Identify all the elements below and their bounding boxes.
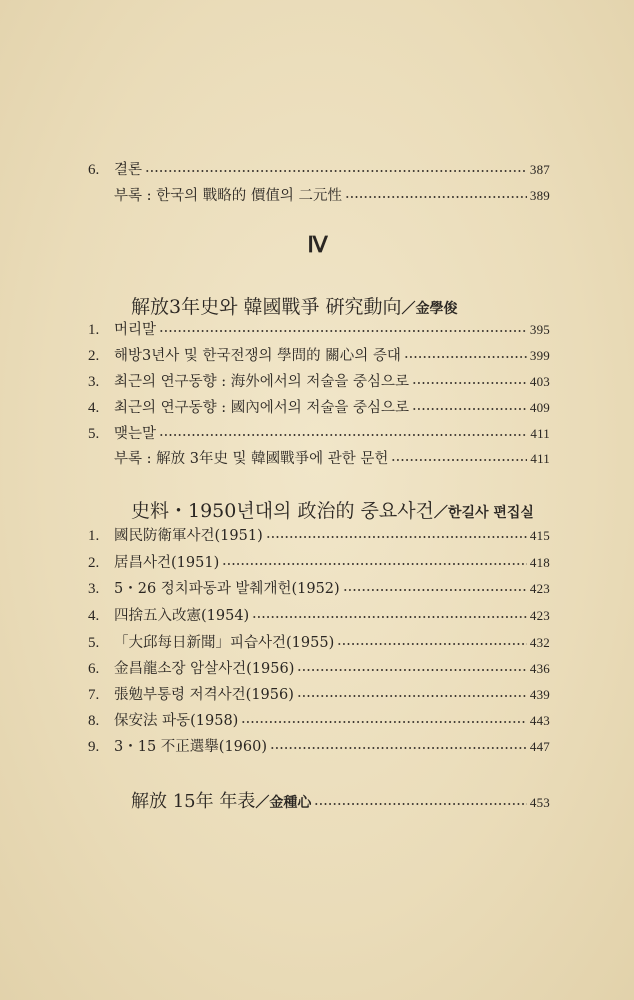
toc-entry[interactable] — [88, 396, 550, 417]
entry-number: 4. — [88, 608, 100, 624]
section-author: ／한길사 편집실 — [433, 505, 534, 521]
entry-title: 四捨五入改憲(1954) — [114, 608, 250, 624]
dot-leader — [266, 530, 527, 545]
entry-page: 423 — [529, 581, 550, 596]
entry-title: 해방3년사 및 한국전쟁의 學問的 關心의 증대 — [114, 348, 401, 364]
entry-title: 解放 15年 年表 — [131, 791, 256, 812]
part-numeral: Ⅳ — [307, 232, 327, 257]
entry-page: 436 — [529, 661, 550, 676]
dot-leader — [241, 715, 527, 730]
toc-entry[interactable] — [88, 184, 550, 205]
entry-number: 5. — [88, 426, 100, 442]
dot-leader — [337, 637, 527, 652]
entry-page: 418 — [529, 555, 550, 570]
dot-leader — [159, 324, 527, 339]
entry-page: 423 — [529, 608, 550, 623]
toc-entry[interactable] — [88, 604, 550, 625]
entry-page: 411 — [530, 451, 550, 466]
section-author: ／金種心 — [255, 795, 312, 811]
entry-number: 2. — [88, 555, 100, 571]
entry-title: 金昌龍소장 암살사건(1956) — [114, 661, 295, 677]
entry-number: 5. — [88, 635, 100, 651]
dot-leader — [145, 164, 527, 179]
dot-leader — [412, 376, 527, 391]
dot-leader — [297, 663, 527, 678]
section-title: 史料・1950년대의 政治的 중요사건 — [131, 500, 434, 522]
entry-title: 3・15 不正選擧(1960) — [114, 739, 268, 755]
entry-number: 9. — [88, 739, 100, 755]
entry-page: 403 — [529, 374, 550, 389]
toc-entry[interactable] — [88, 577, 550, 598]
entry-page: 432 — [529, 635, 550, 650]
entry-number: 6. — [88, 162, 100, 178]
toc-entry[interactable] — [131, 787, 550, 813]
dot-leader — [343, 583, 527, 598]
entry-page: 387 — [529, 162, 550, 177]
toc-entry[interactable] — [88, 657, 550, 678]
dot-leader — [412, 402, 527, 417]
toc-entry[interactable] — [88, 683, 550, 704]
entry-page: 409 — [529, 400, 550, 415]
entry-title: 國民防衛軍사건(1951) — [114, 528, 263, 544]
entry-number: 2. — [88, 348, 100, 364]
dot-leader — [391, 453, 527, 468]
entry-title: 부록 : 한국의 戰略的 價值의 二元性 — [114, 188, 342, 204]
entry-page: 415 — [529, 528, 550, 543]
entry-page: 399 — [529, 348, 550, 363]
toc-entry[interactable] — [88, 422, 550, 443]
entry-number: 1. — [88, 322, 100, 338]
dot-leader — [314, 795, 527, 813]
entry-page: 411 — [530, 426, 550, 441]
entry-page: 395 — [529, 322, 550, 337]
toc-entry[interactable] — [88, 735, 550, 756]
entry-number: 1. — [88, 528, 100, 544]
entry-title: 保安法 파동(1958) — [114, 713, 239, 729]
toc-entry[interactable] — [88, 631, 550, 652]
toc-entry[interactable] — [88, 370, 550, 391]
entry-title: 결론 — [114, 162, 143, 178]
toc-entry[interactable] — [88, 447, 550, 468]
entry-number: 4. — [88, 400, 100, 416]
toc-entry[interactable] — [88, 158, 550, 179]
entry-page: 443 — [529, 713, 550, 728]
entry-title: 머리말 — [114, 322, 157, 338]
dot-leader — [270, 741, 527, 756]
entry-title: 5・26 정치파동과 발췌개헌(1952) — [114, 581, 340, 597]
entry-title: 최근의 연구동향 : 國內에서의 저술을 중심으로 — [114, 400, 410, 416]
toc-entry[interactable] — [88, 709, 550, 730]
dot-leader — [345, 190, 527, 205]
entry-page: 389 — [529, 188, 550, 203]
dot-leader — [222, 557, 527, 572]
toc-entry[interactable] — [88, 344, 550, 365]
entry-number: 6. — [88, 661, 100, 677]
dot-leader — [252, 610, 527, 625]
entry-title: 居昌사건(1951) — [114, 555, 220, 571]
entry-page: 439 — [529, 687, 550, 702]
entry-title: 「大邱每日新聞」피습사건(1955) — [114, 635, 335, 651]
dot-leader — [159, 428, 527, 443]
entry-title: 맺는말 — [114, 426, 157, 442]
entry-title: 부록 : 解放 3年史 및 韓國戰爭에 관한 문헌 — [114, 451, 389, 467]
dot-leader — [404, 350, 527, 365]
section-heading — [131, 292, 458, 319]
entry-number: 3. — [88, 374, 100, 390]
entry-page: 447 — [529, 739, 550, 754]
entry-number: 8. — [88, 713, 100, 729]
section-title: 解放3年史와 韓國戰爭 硏究動向 — [131, 296, 402, 318]
entry-title: 최근의 연구동향 : 海外에서의 저술을 중심으로 — [114, 374, 410, 390]
entry-number: 3. — [88, 581, 100, 597]
dot-leader — [297, 689, 527, 704]
section-heading — [131, 496, 534, 523]
entry-title: 張勉부통령 저격사건(1956) — [114, 687, 294, 703]
entry-number: 7. — [88, 687, 100, 703]
toc-entry[interactable] — [88, 318, 550, 339]
section-author: ／金學俊 — [401, 301, 458, 317]
toc-entry[interactable] — [88, 551, 550, 572]
toc-entry[interactable] — [88, 524, 550, 545]
entry-page: 453 — [529, 795, 550, 810]
